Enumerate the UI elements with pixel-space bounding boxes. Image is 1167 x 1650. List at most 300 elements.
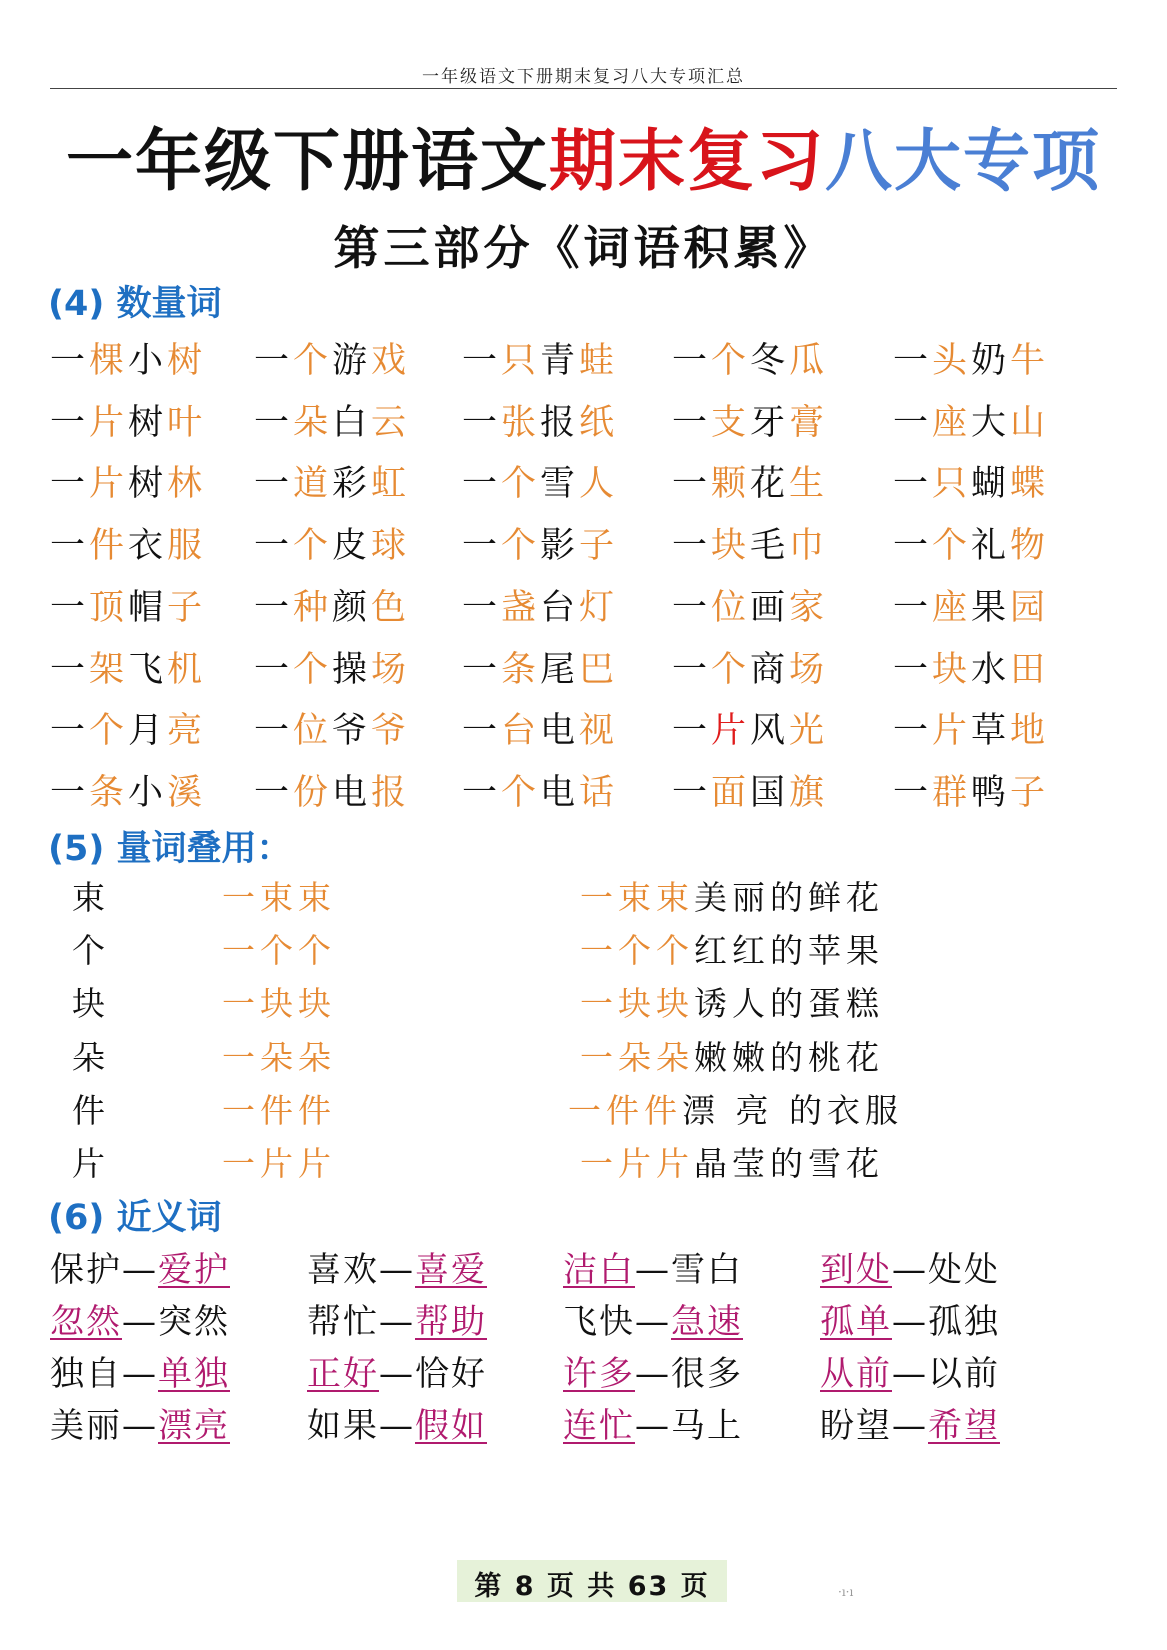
- quantifier-char: 架: [89, 649, 129, 690]
- reduplication-row: [0, 1138, 1167, 1188]
- synonym-dash: —: [122, 1406, 158, 1446]
- synonym-word-b: 希望: [928, 1406, 1000, 1446]
- synonym-word-a: 如果: [307, 1406, 379, 1446]
- synonym-dash: —: [122, 1250, 158, 1290]
- synonym-dash: —: [379, 1250, 415, 1290]
- synonym-word-b: 孤独: [928, 1302, 1000, 1342]
- quantifier-char: 一: [462, 464, 502, 505]
- quantifier-phrase: [893, 580, 1049, 630]
- quantifier-char: 小: [128, 772, 168, 813]
- quantifier-char: 一: [462, 649, 502, 690]
- quantifier-char: 草: [971, 711, 1011, 752]
- example-phrase-prefix: 一件件: [568, 1091, 682, 1130]
- synonym-dash: —: [892, 1250, 928, 1290]
- quantifier-char: 一: [893, 711, 933, 752]
- quantifier-char: 一: [50, 341, 90, 381]
- quantifier-char: 个: [711, 649, 751, 690]
- measure-word: 个: [72, 931, 110, 970]
- synonym-word-b: 单独: [158, 1354, 230, 1394]
- quantifier-char: 月: [128, 711, 168, 752]
- quantifier-char: 条: [501, 649, 541, 690]
- synonym-pair: [820, 1242, 1000, 1291]
- quantifier-char: 片: [711, 711, 751, 752]
- quantifier-char: 亮: [167, 711, 207, 752]
- quantifier-char: 家: [789, 587, 829, 628]
- quantifier-char: 座: [932, 587, 972, 628]
- example-phrase: [580, 1032, 884, 1079]
- example-phrase-prefix: 一束束: [580, 878, 694, 917]
- synonym-pair: [50, 1242, 230, 1291]
- quantifier-char: 旗: [789, 772, 829, 813]
- quantifier-char: 一: [254, 772, 294, 813]
- synonym-pair: [50, 1398, 230, 1447]
- example-phrase: [568, 1085, 903, 1132]
- quantifier-char: 一: [893, 402, 933, 443]
- quantifier-char: 一: [462, 711, 502, 752]
- quantifier-char: 巾: [789, 526, 829, 567]
- quantifier-char: 片: [89, 464, 129, 505]
- example-phrase-rest: 晶莹的雪花: [694, 1144, 884, 1183]
- quantifier-phrase: [462, 333, 618, 383]
- quantifier-phrase: [672, 703, 828, 753]
- synonym-word-a: 到处: [820, 1250, 892, 1290]
- quantifier-char: 山: [1010, 402, 1050, 443]
- quantifier-char: 叶: [167, 402, 207, 443]
- quantifier-char: 树: [167, 341, 207, 381]
- quantifier-char: 一: [893, 526, 933, 567]
- quantifier-char: 一: [893, 772, 933, 813]
- measure-word: 朵: [72, 1038, 110, 1077]
- quantifier-char: 尾: [540, 649, 580, 690]
- synonym-word-a: 保护: [50, 1250, 122, 1290]
- quantifier-char: 一: [254, 587, 294, 628]
- quantifier-char: 支: [711, 402, 751, 443]
- synonym-word-a: 孤单: [820, 1302, 892, 1342]
- quantifier-char: 虹: [371, 464, 411, 505]
- quantifier-phrase: [672, 456, 828, 506]
- synonym-word-a: 正好: [307, 1354, 379, 1394]
- quantifier-char: 片: [89, 402, 129, 443]
- example-phrase-rest: 诱人的蛋糕: [694, 984, 884, 1023]
- quantifier-char: 影: [540, 526, 580, 567]
- quantifier-phrase: [893, 456, 1049, 506]
- quantifier-char: 一: [50, 772, 90, 813]
- quantifier-phrase: [254, 580, 410, 630]
- quantifier-char: 电: [540, 772, 580, 813]
- quantifier-char: 纸: [579, 402, 619, 443]
- quantifier-char: 蝴: [971, 464, 1011, 505]
- synonym-word-a: 连忙: [563, 1406, 635, 1446]
- quantifier-char: 一: [50, 587, 90, 628]
- quantifier-char: 种: [293, 587, 333, 628]
- quantifier-char: 台: [540, 587, 580, 628]
- quantifier-char: 一: [50, 711, 90, 752]
- synonym-word-b: 很多: [671, 1354, 743, 1394]
- quantifier-char: 一: [50, 649, 90, 690]
- quantifier-char: 水: [971, 649, 1011, 690]
- synonym-pair: [307, 1346, 487, 1395]
- quantifier-char: 视: [579, 711, 619, 752]
- section-5-heading: (5) 量词叠用：: [48, 829, 292, 869]
- main-title-part-2: 期末复习: [549, 122, 825, 200]
- running-header: 一年级语文下册期末复习八大专项汇总: [422, 67, 745, 87]
- synonym-word-b: 帮助: [415, 1302, 487, 1342]
- quantifier-char: 话: [579, 772, 619, 813]
- quantifier-char: 林: [167, 464, 207, 505]
- quantifier-phrase: [672, 765, 828, 815]
- synonym-word-b: 雪白: [671, 1250, 743, 1290]
- example-phrase: [580, 1138, 884, 1185]
- reduplicated-measure-word: 一束束: [222, 878, 336, 917]
- quantifier-char: 一: [893, 649, 933, 690]
- synonym-pair: [307, 1398, 487, 1447]
- quantifier-phrase: [672, 333, 828, 383]
- synonym-word-a: 飞快: [563, 1302, 635, 1342]
- synonym-word-b: 恰好: [415, 1354, 487, 1394]
- quantifier-char: 田: [1010, 649, 1050, 690]
- quantifier-char: 子: [579, 526, 619, 567]
- quantifier-char: 一: [672, 526, 712, 567]
- quantifier-char: 彩: [332, 464, 372, 505]
- page-number: 第 8 页 共 63 页: [474, 1571, 710, 1602]
- synonym-dash: —: [635, 1302, 671, 1342]
- synonym-word-a: 美丽: [50, 1406, 122, 1446]
- example-phrase-rest: 漂 亮 的衣服: [682, 1091, 903, 1130]
- quantifier-char: 块: [932, 649, 972, 690]
- quantifier-char: 一: [893, 587, 933, 628]
- quantifier-char: 台: [501, 711, 541, 752]
- quantifier-phrase: [893, 333, 1049, 383]
- quantifier-char: 冬: [750, 341, 790, 381]
- synonym-row: [0, 1242, 1167, 1292]
- quantifier-char: 蛙: [579, 341, 619, 381]
- synonym-word-b: 突然: [158, 1302, 230, 1342]
- synonym-dash: —: [892, 1406, 928, 1446]
- synonym-word-b: 漂亮: [158, 1406, 230, 1446]
- synonym-row: [0, 1294, 1167, 1344]
- quantifier-char: 一: [672, 402, 712, 443]
- synonym-word-a: 忽然: [50, 1302, 122, 1342]
- quantifier-char: 服: [167, 526, 207, 567]
- quantifier-phrase: [462, 765, 618, 815]
- quantifier-char: 个: [501, 464, 541, 505]
- quantifier-char: 国: [750, 772, 790, 813]
- quantifier-char: 奶: [971, 341, 1011, 381]
- quantifier-char: 风: [750, 711, 790, 752]
- synonym-dash: —: [379, 1406, 415, 1446]
- quantifier-char: 场: [789, 649, 829, 690]
- reduplication-row: [0, 1032, 1167, 1082]
- synonym-word-a: 洁白: [563, 1250, 635, 1290]
- measure-word: 束: [72, 878, 110, 917]
- quantifier-char: 礼: [971, 526, 1011, 567]
- quantifier-phrase: [50, 456, 206, 506]
- quantifier-char: 子: [167, 587, 207, 628]
- quantifier-phrase: [462, 395, 618, 445]
- quantifier-char: 一: [462, 526, 502, 567]
- quantifier-char: 一: [672, 711, 712, 752]
- quantifier-char: 条: [89, 772, 129, 813]
- quantifier-char: 商: [750, 649, 790, 690]
- quantifier-char: 球: [371, 526, 411, 567]
- quantifier-char: 颜: [332, 587, 372, 628]
- quantifier-phrase: [462, 642, 618, 692]
- synonym-word-a: 帮忙: [307, 1302, 379, 1342]
- quantifier-char: 一: [50, 402, 90, 443]
- quantifier-char: 场: [371, 649, 411, 690]
- quantifier-char: 一: [254, 649, 294, 690]
- measure-word: 件: [72, 1091, 110, 1130]
- synonym-pair: [307, 1294, 487, 1343]
- quantifier-phrase: [672, 518, 828, 568]
- measure-word: 块: [72, 984, 110, 1023]
- quantifier-char: 一: [254, 402, 294, 443]
- quantifier-char: 膏: [789, 402, 829, 443]
- synonym-dash: —: [892, 1354, 928, 1394]
- quantifier-char: 个: [932, 526, 972, 567]
- reduplicated-measure-word: 一片片: [222, 1144, 336, 1183]
- quantifier-char: 只: [932, 464, 972, 505]
- quantifier-char: 巴: [579, 649, 619, 690]
- example-phrase-prefix: 一块块: [580, 984, 694, 1023]
- synonym-dash: —: [122, 1354, 158, 1394]
- quantifier-phrase: [893, 765, 1049, 815]
- quantifier-char: 树: [128, 402, 168, 443]
- quantifier-char: 飞: [128, 649, 168, 690]
- quantifier-char: 牙: [750, 402, 790, 443]
- quantifier-char: 牛: [1010, 341, 1050, 381]
- quantifier-char: 色: [371, 587, 411, 628]
- example-phrase-rest: 嫩嫩的桃花: [694, 1038, 884, 1077]
- quantifier-phrase: [254, 456, 410, 506]
- quantifier-char: 一: [50, 526, 90, 567]
- quantifier-char: 人: [579, 464, 619, 505]
- quantifier-char: 雪: [540, 464, 580, 505]
- quantifier-phrase: [672, 642, 828, 692]
- quantifier-char: 戏: [371, 341, 411, 381]
- synonym-dash: —: [122, 1302, 158, 1342]
- quantifier-phrase: [50, 518, 206, 568]
- synonym-pair: [563, 1294, 743, 1343]
- synonym-word-b: 马上: [671, 1406, 743, 1446]
- synonym-word-a: 喜欢: [307, 1250, 379, 1290]
- quantifier-phrase: [50, 765, 206, 815]
- quantifier-phrase: [462, 518, 618, 568]
- quantifier-char: 个: [711, 341, 751, 381]
- quantifier-phrase: [893, 395, 1049, 445]
- quantifier-char: 块: [711, 526, 751, 567]
- quantifier-char: 电: [332, 772, 372, 813]
- quantifier-char: 瓜: [789, 341, 829, 381]
- quantifier-char: 一: [893, 464, 933, 505]
- reduplicated-measure-word: 一块块: [222, 984, 336, 1023]
- synonym-word-b: 以前: [928, 1354, 1000, 1394]
- quantifier-char: 个: [501, 772, 541, 813]
- reduplicated-measure-word: 一件件: [222, 1091, 336, 1130]
- quantifier-char: 衣: [128, 526, 168, 567]
- synonym-word-b: 处处: [928, 1250, 1000, 1290]
- quantifier-char: 电: [540, 711, 580, 752]
- synonym-row: [0, 1346, 1167, 1396]
- reduplicated-measure-word: 一朵朵: [222, 1038, 336, 1077]
- synonym-word-b: 喜爱: [415, 1250, 487, 1290]
- synonym-pair: [563, 1398, 743, 1447]
- quantifier-char: 顶: [89, 587, 129, 628]
- synonym-dash: —: [635, 1250, 671, 1290]
- example-phrase: [580, 978, 884, 1025]
- quantifier-char: 云: [371, 402, 411, 443]
- reduplication-row: [0, 978, 1167, 1028]
- measure-word: 片: [72, 1144, 110, 1183]
- synonym-dash: —: [379, 1302, 415, 1342]
- quantifier-char: 生: [789, 464, 829, 505]
- quantifier-char: 个: [293, 526, 333, 567]
- quantifier-char: 朵: [293, 402, 333, 443]
- quantifier-char: 位: [293, 711, 333, 752]
- quantifier-char: 盏: [501, 587, 541, 628]
- example-phrase-rest: 红红的苹果: [694, 931, 884, 970]
- quantifier-char: 一: [462, 402, 502, 443]
- section-6-heading: (6) 近义词: [48, 1198, 222, 1238]
- reduplication-row: [0, 925, 1167, 975]
- synonym-pair: [820, 1346, 1000, 1395]
- quantifier-char: 一: [672, 587, 712, 628]
- quantifier-phrase: [893, 518, 1049, 568]
- scan-mark: ·ı·ı: [838, 1585, 854, 1599]
- quantifier-char: 张: [501, 402, 541, 443]
- quantifier-phrase: [462, 456, 618, 506]
- synonym-dash: —: [892, 1302, 928, 1342]
- quantifier-char: 光: [789, 711, 829, 752]
- quantifier-phrase: [462, 703, 618, 753]
- quantifier-phrase: [50, 703, 206, 753]
- quantifier-char: 帽: [128, 587, 168, 628]
- quantifier-char: 面: [711, 772, 751, 813]
- example-phrase-prefix: 一片片: [580, 1144, 694, 1183]
- example-phrase-rest: 美丽的鲜花: [694, 878, 884, 917]
- quantifier-char: 报: [371, 772, 411, 813]
- quantifier-char: 白: [332, 402, 372, 443]
- quantifier-char: 游: [332, 341, 372, 381]
- quantifier-phrase: [50, 580, 206, 630]
- quantifier-char: 一: [254, 711, 294, 752]
- example-phrase-prefix: 一个个: [580, 931, 694, 970]
- main-title-part-3: 八大专项: [825, 122, 1101, 200]
- quantifier-char: 一: [462, 341, 502, 381]
- quantifier-phrase: [50, 333, 206, 383]
- example-phrase-prefix: 一朵朵: [580, 1038, 694, 1077]
- quantifier-phrase: [672, 580, 828, 630]
- synonym-dash: —: [635, 1406, 671, 1446]
- section-4-heading: (4) 数量词: [48, 284, 222, 324]
- reduplicated-measure-word: 一个个: [222, 931, 336, 970]
- quantifier-char: 一: [254, 341, 294, 381]
- quantifier-phrase: [254, 395, 410, 445]
- synonym-pair: [50, 1346, 230, 1395]
- synonym-pair: [50, 1294, 230, 1343]
- quantifier-char: 一: [672, 464, 712, 505]
- quantifier-phrase: [893, 642, 1049, 692]
- quantifier-char: 树: [128, 464, 168, 505]
- quantifier-char: 片: [932, 711, 972, 752]
- synonym-word-a: 从前: [820, 1354, 892, 1394]
- quantifier-char: 个: [501, 526, 541, 567]
- quantifier-char: 群: [932, 772, 972, 813]
- example-phrase: [580, 872, 884, 919]
- quantifier-char: 一: [462, 772, 502, 813]
- quantifier-phrase: [254, 518, 410, 568]
- quantifier-phrase: [50, 395, 206, 445]
- synonym-pair: [820, 1294, 1000, 1343]
- section-subtitle: 第三部分《词语积累》: [333, 221, 834, 275]
- synonym-pair: [820, 1398, 1000, 1447]
- quantifier-char: 份: [293, 772, 333, 813]
- quantifier-phrase: [462, 580, 618, 630]
- reduplication-row: [0, 1085, 1167, 1135]
- quantifier-char: 棵: [89, 341, 129, 381]
- quantifier-char: 一: [672, 772, 712, 813]
- quantifier-phrase: [672, 395, 828, 445]
- main-title-part-1: 一年级下册语文: [66, 122, 549, 200]
- quantifier-char: 画: [750, 587, 790, 628]
- quantifier-char: 爷: [332, 711, 372, 752]
- synonym-word-a: 许多: [563, 1354, 635, 1394]
- quantifier-char: 一: [462, 587, 502, 628]
- quantifier-char: 头: [932, 341, 972, 381]
- quantifier-phrase: [254, 333, 410, 383]
- quantifier-char: 青: [540, 341, 580, 381]
- synonym-pair: [563, 1346, 743, 1395]
- quantifier-char: 子: [1010, 772, 1050, 813]
- quantifier-char: 蝶: [1010, 464, 1050, 505]
- synonym-dash: —: [635, 1354, 671, 1394]
- quantifier-char: 一: [50, 464, 90, 505]
- synonym-word-b: 爱护: [158, 1250, 230, 1290]
- synonym-pair: [307, 1242, 487, 1291]
- quantifier-char: 果: [971, 587, 1011, 628]
- quantifier-phrase: [254, 703, 410, 753]
- synonym-word-b: 假如: [415, 1406, 487, 1446]
- quantifier-char: 颗: [711, 464, 751, 505]
- synonym-dash: —: [379, 1354, 415, 1394]
- quantifier-char: 位: [711, 587, 751, 628]
- quantifier-char: 件: [89, 526, 129, 567]
- synonym-word-a: 盼望: [820, 1406, 892, 1446]
- quantifier-char: 座: [932, 402, 972, 443]
- quantifier-char: 鸭: [971, 772, 1011, 813]
- page-number-box: [457, 1560, 727, 1602]
- header-divider: [50, 88, 1117, 89]
- quantifier-char: 个: [293, 649, 333, 690]
- quantifier-char: 大: [971, 402, 1011, 443]
- quantifier-char: 一: [254, 526, 294, 567]
- quantifier-char: 爷: [371, 711, 411, 752]
- quantifier-char: 操: [332, 649, 372, 690]
- synonym-pair: [563, 1242, 743, 1291]
- quantifier-char: 地: [1010, 711, 1050, 752]
- quantifier-phrase: [50, 642, 206, 692]
- quantifier-char: 花: [750, 464, 790, 505]
- quantifier-char: 报: [540, 402, 580, 443]
- synonym-word-a: 独自: [50, 1354, 122, 1394]
- quantifier-char: 只: [501, 341, 541, 381]
- quantifier-char: 一: [672, 341, 712, 381]
- quantifier-char: 物: [1010, 526, 1050, 567]
- reduplication-row: [0, 872, 1167, 922]
- quantifier-char: 园: [1010, 587, 1050, 628]
- quantifier-char: 道: [293, 464, 333, 505]
- quantifier-char: 一: [893, 341, 933, 381]
